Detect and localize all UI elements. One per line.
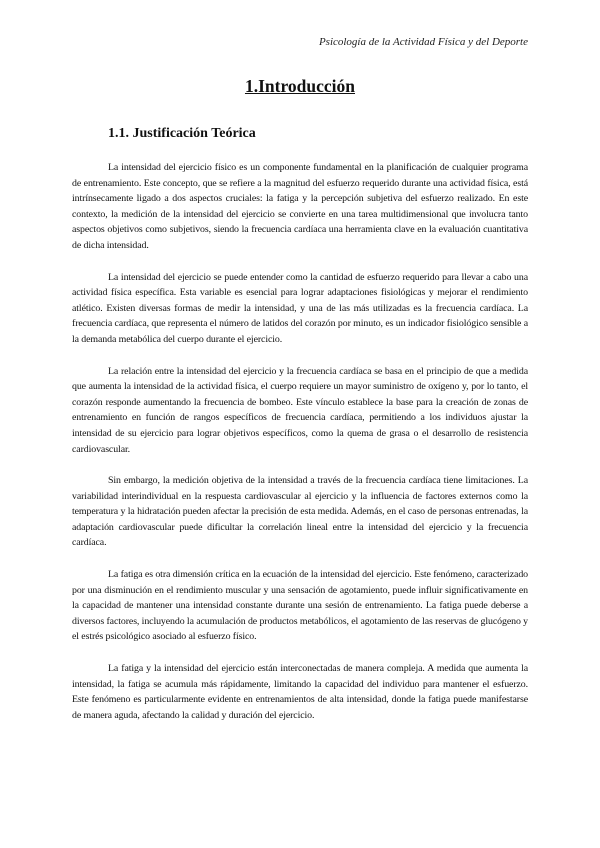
- chapter-title: 1.Introducción: [244, 76, 356, 96]
- body-text: [72, 160, 528, 739]
- running-header: Psicología de la Actividad Física y del Deporte: [318, 36, 528, 48]
- paragraph: La fatiga es otra dimensión crítica en la ecuación de la intensidad del ejercicio. Este fenómeno, caracterizado por una disminución en el rendimiento muscular y una sensación de agotamiento, puede influir significativamente en la capacidad de mantener una intensidad constante durante una sesión de entrenamiento. La fatiga puede deberse a diversos factores, incluyendo la acumulación de productos metabólicos, el agotamiento de las reservas de glucógeno y el estrés psicológico asociado al esfuerzo físico.: [72, 569, 528, 643]
- paragraph: La relación entre la intensidad del ejercicio y la frecuencia cardíaca se basa en el principio de que a medida que aumenta la intensidad de la actividad física, el cuerpo requiere un mayor suministro de oxígeno y, por lo tanto, el corazón responde aumentando la frecuencia de bombeo. Este vínculo establece la base para la creación de zonas de entrenamiento en función de rangos específicos de frecuencia cardíaca, permitiendo a los individuos ajustar la intensidad de su ejercicio para lograr objetivos específicos, como la quema de grasa o el desarrollo de resistencia cardiovascular.: [72, 365, 528, 455]
- paragraph: La intensidad del ejercicio físico es un componente fundamental en la planificación de cualquier programa de entrenamiento. Este concepto, que se refiere a la magnitud del esfuerzo requerido durante una actividad física, está intrínsecamente ligado a dos aspectos cruciales: la fatiga y la percepción subjetiva del esfuerzo realizado. En este contexto, la medición de la intensidad del ejercicio se convierte en una tarea multidimensional que involucra tanto aspectos objetivos como subjetivos, siendo la frecuencia cardíaca una herramienta clave en la evaluación cuantitativa de dicha intensidad.: [72, 162, 528, 251]
- paragraph: Sin embargo, la medición objetiva de la intensidad a través de la frecuencia cardíaca tiene limitaciones. La variabilidad interindividual en la respuesta cardiovascular al ejercicio y la influencia de factores externos como la temperatura y la hidratación pueden afectar la precisión de esta medida. Además, en el caso de personas entrenadas, la adaptación cardiovascular puede dificultar la correlación lineal entre la intensidad del ejercicio y la frecuencia cardíaca.: [72, 475, 528, 549]
- paragraph: La intensidad del ejercicio se puede entender como la cantidad de esfuerzo requerido para llevar a cabo una actividad física específica. Esta variable es esencial para lograr adaptaciones fisiológicas y mejorar el rendimiento atlético. Existen diversas formas de medir la intensidad, y una de las más utilizadas es la frecuencia cardíaca. La frecuencia cardíaca, que representa el número de latidos del corazón por minuto, es un indicador fisiológico sensible a la demanda metabólica del cuerpo durante el ejercicio.: [72, 271, 528, 345]
- paragraph: La fatiga y la intensidad del ejercicio están interconectadas de manera compleja. A medida que aumenta la intensidad, la fatiga se acumula más rápidamente, limitando la capacidad del individuo para mantener el esfuerzo. Este fenómeno es particularmente evidente en entrenamientos de alta intensidad, donde la fatiga puede manifestarse de manera aguda, afectando la calidad y duración del ejercicio.: [72, 663, 528, 721]
- section-title: 1.1. Justificación Teórica: [108, 126, 256, 141]
